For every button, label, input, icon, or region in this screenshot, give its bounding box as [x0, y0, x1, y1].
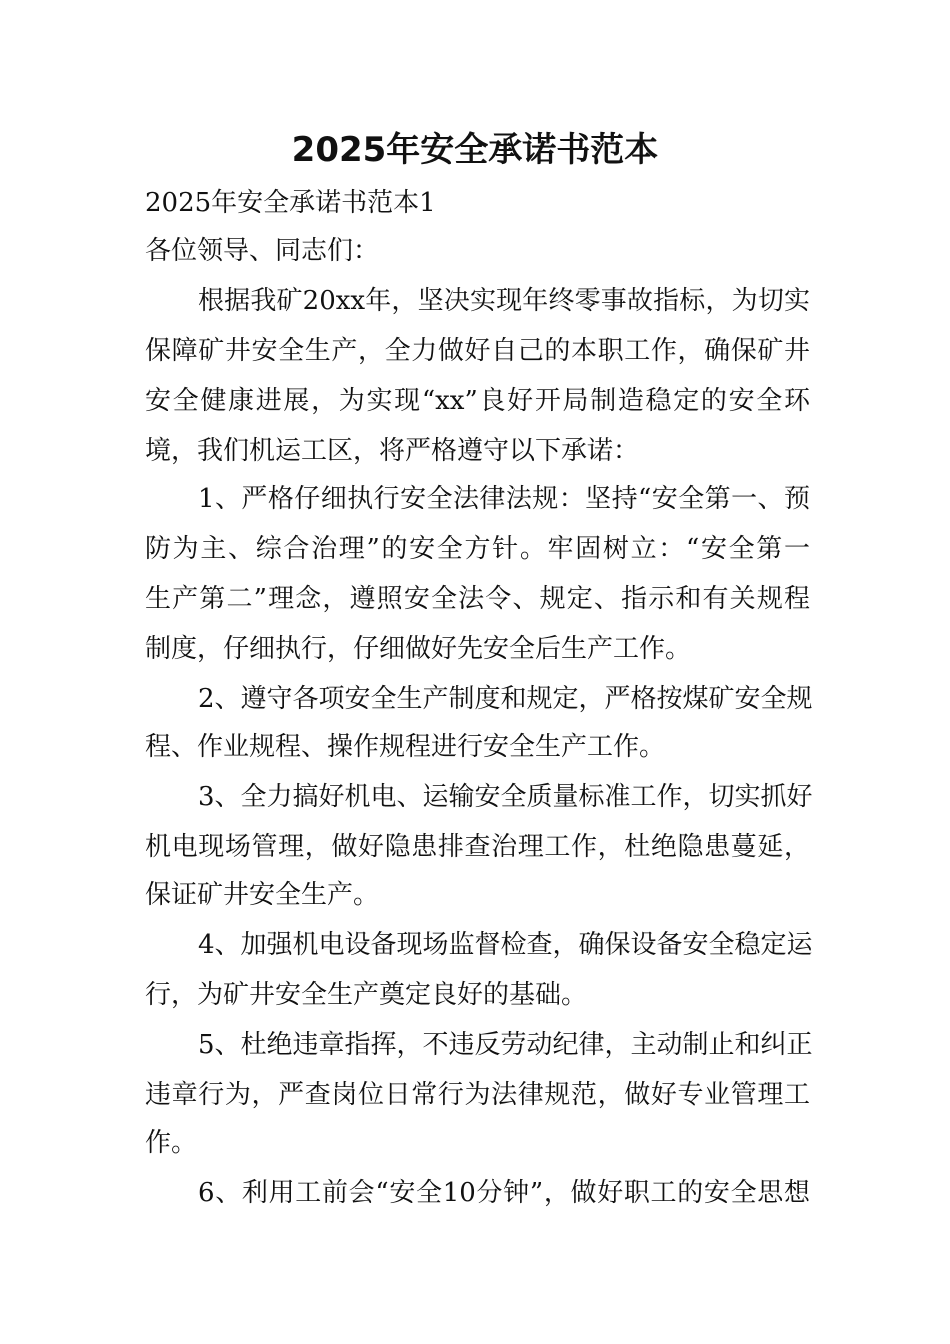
paragraph-line: 2、遵守各项安全生产制度和规定，严格按煤矿安全规	[198, 684, 813, 714]
paragraph-line: 1、严格仔细执行安全法律法规：坚持“安全第一、预	[198, 484, 810, 514]
document-title: 2025年安全承诺书范本	[291, 130, 659, 170]
paragraph-line: 6、利用工前会“安全10分钟”，做好职工的安全思想	[198, 1178, 810, 1208]
paragraph-line: 防为主、综合治理”的安全方针。牢固树立：“安全第一	[145, 534, 810, 564]
paragraph-line: 保障矿井安全生产，全力做好自己的本职工作，确保矿井	[145, 336, 810, 366]
salutation: 各位领导、同志们：	[145, 236, 380, 266]
paragraph-line: 生产第二”理念，遵照安全法令、规定、指示和有关规程	[145, 584, 810, 614]
paragraph-line: 保证矿井安全生产。	[145, 880, 380, 910]
paragraph-line: 根据我矿20xx年，坚决实现年终零事故指标，为切实	[198, 286, 810, 316]
paragraph-line: 境，我们机运工区，将严格遵守以下承诺：	[145, 436, 640, 466]
paragraph-line: 程、作业规程、操作规程进行安全生产工作。	[145, 732, 666, 762]
paragraph-line: 安全健康进展，为实现“xx”良好开局制造稳定的安全环	[145, 386, 810, 416]
paragraph-line: 5、杜绝违章指挥，不违反劳动纪律，主动制止和纠正	[198, 1030, 813, 1060]
paragraph-line: 违章行为，严查岗位日常行为法律规范，做好专业管理工	[145, 1080, 810, 1110]
document-subtitle: 2025年安全承诺书范本1	[145, 188, 436, 218]
paragraph-line: 制度，仔细执行，仔细做好先安全后生产工作。	[145, 634, 692, 664]
paragraph-line: 3、全力搞好机电、运输安全质量标准工作，切实抓好	[198, 782, 813, 812]
paragraph-line: 作。	[145, 1128, 198, 1158]
paragraph-line: 4、加强机电设备现场监督检查，确保设备安全稳定运	[198, 930, 813, 960]
paragraph-line: 行，为矿井安全生产奠定良好的基础。	[145, 980, 588, 1010]
paragraph-line: 机电现场管理，做好隐患排查治理工作，杜绝隐患蔓延，	[145, 832, 810, 862]
